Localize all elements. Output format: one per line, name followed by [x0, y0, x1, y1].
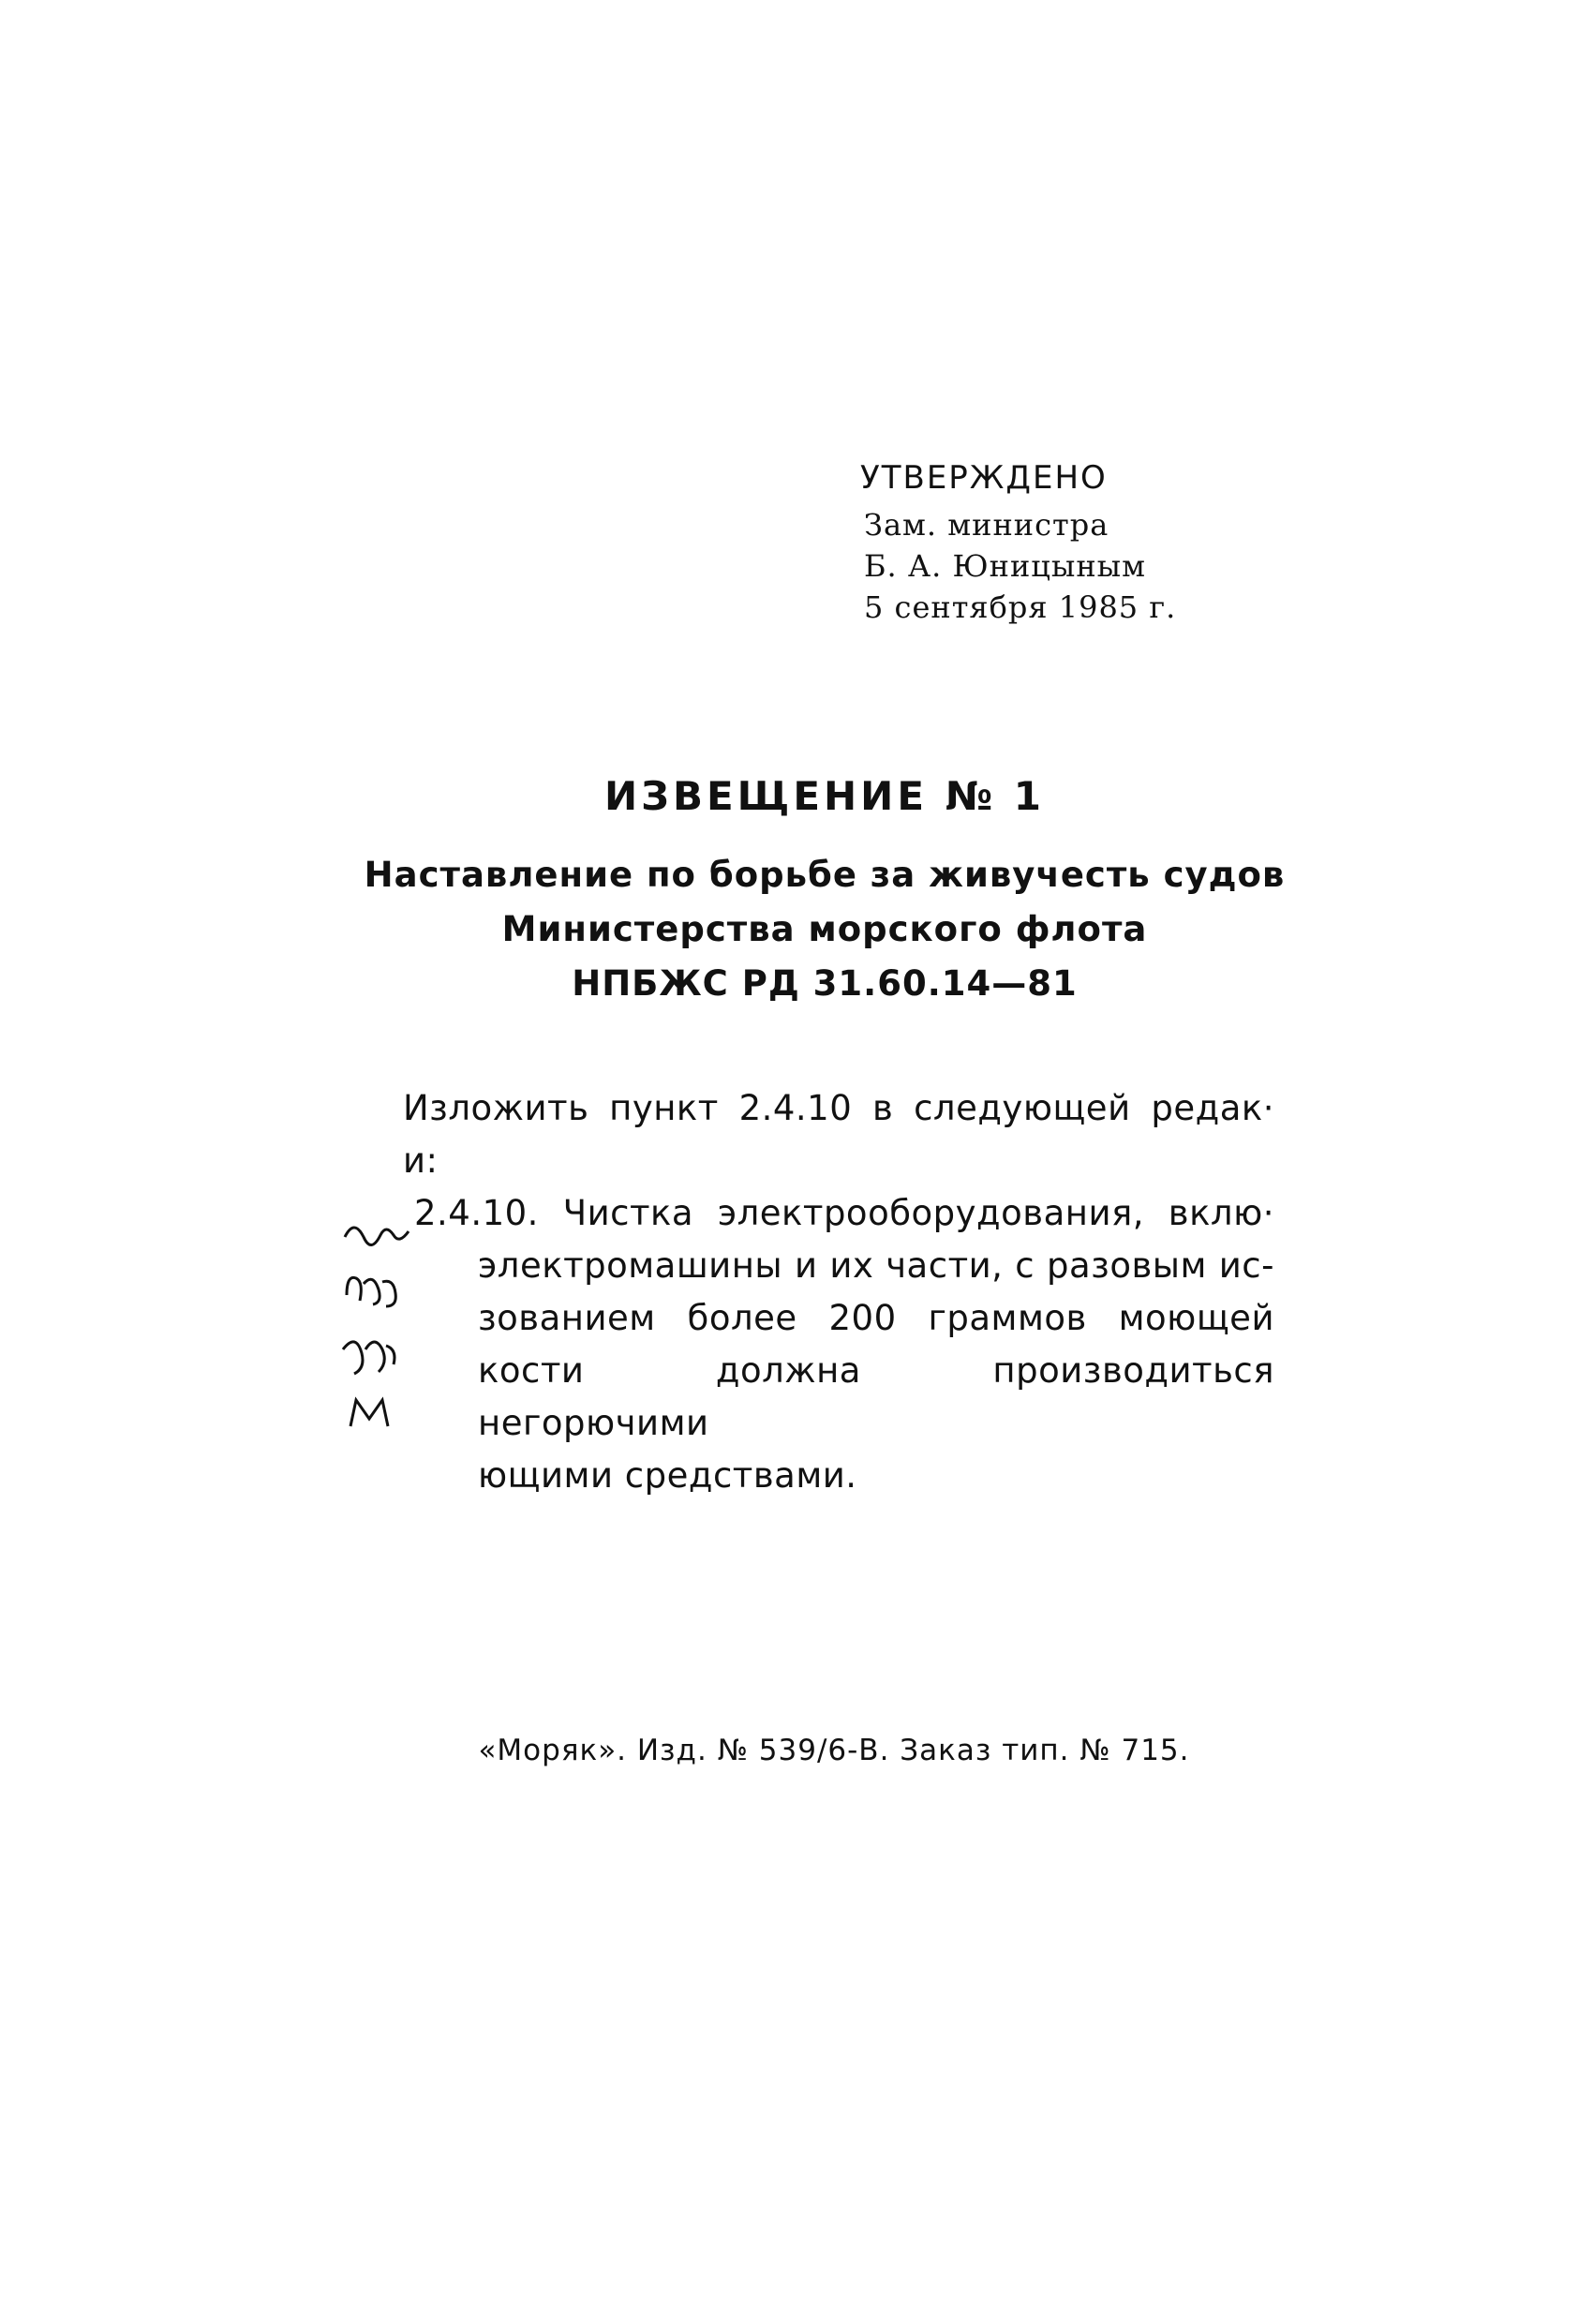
approval-date: 5 сентября 1985 г. — [864, 589, 1177, 625]
approval-position: Зам. министра — [864, 507, 1109, 543]
approval-title: УТВЕРЖДЕНО — [860, 459, 1108, 497]
approval-signatory: Б. А. Юницыным — [864, 548, 1147, 584]
item-line-2: электромашины и их части, с разовым ис- — [478, 1245, 1274, 1286]
item-line-4: кости должна производиться негорючими — [478, 1350, 1274, 1443]
publisher-imprint: «Моряк». Изд. № 539/6-В. Заказ тип. № 715. — [478, 1734, 1190, 1767]
intro-line-continuation: и: — [403, 1140, 439, 1181]
document-code: НПБЖС РД 31.60.14—81 — [572, 963, 1078, 1004]
item-line-5: ющими средствами. — [478, 1455, 857, 1496]
document-title-line-2: Министерства морского флота — [501, 909, 1148, 949]
approval-block — [860, 455, 1254, 628]
handwritten-margin-correction — [337, 1209, 412, 1443]
item-line-3: зованием более 200 граммов моющей — [478, 1298, 1274, 1338]
notice-title: ИЗВЕЩЕНИЕ № 1 — [603, 773, 1046, 819]
item-line-1: 2.4.10. Чистка электрооборудования, вклю· — [414, 1193, 1274, 1233]
notice-body — [403, 1082, 1274, 1502]
document-title-block — [0, 848, 1593, 1011]
document-title-line-1: Наставление по борьбе за живучесть судов — [364, 855, 1286, 895]
intro-line: Изложить пункт 2.4.10 в следующей редак· — [403, 1088, 1274, 1128]
